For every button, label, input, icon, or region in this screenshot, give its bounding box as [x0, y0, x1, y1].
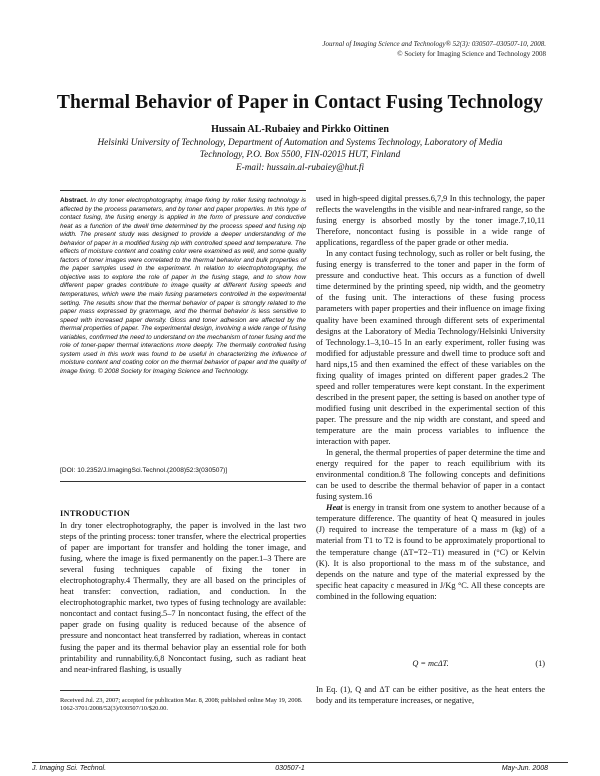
right-paragraph-4	[316, 502, 545, 601]
abstract	[60, 197, 306, 376]
journal-header	[322, 40, 546, 59]
right-paragraph-2: In any contact fusing technology, such as roller or belt fusing, the fusing energy is transferred to the toner and paper in the form of pressure and conductive heat. This occurs as a function of dwell time determined by the printing speed, nip width, and the geometry of the fusing unit. The interactions of these fusing process parameters with paper properties and their influence on image fixing quality have been examined through different sets of experimental designs at the Laboratory of Media Technology/Helsinki University of Technology.1–3,10–15 In an early experiment, roller fusing was modified for adjustable pressure and dwell time to produce soft and hard nips,15 and then examined the effect of these variables on the fixing quality of images printed on different paper grades.2 The speed and roller temperatures were kept constant. In the experiment described in the present paper, the setting is based on another type of modified fusing unit described in the experimental section of this paper. The pressure and the nip width are constant, and speed and temperature are the main process variables to influence the interaction with paper.	[316, 249, 545, 447]
footer-rule	[32, 762, 568, 763]
right-paragraph-3: In general, the thermal properties of paper determine the time and energy required for the paper to reach equilibrium with its environmental condition.8 The following concepts and definitions can be used to describe the thermal behavior of paper in a contact fusing system.16	[316, 448, 545, 502]
received-dates: Received Jul. 23, 2007; accepted for publication Mar. 8, 2008; published online May 19, 2008.	[60, 697, 303, 704]
equation-number: (1)	[535, 659, 545, 668]
author-affiliation	[90, 137, 510, 174]
abstract-text: In dry toner electrophotography, image fixing by roller fusing technology is affected by the process parameters, and by toner and paper properties. In this type of contact fusing, the fusing energy is applied in the form of pressure and conductive heat as a function of the dwell time determined by the process speed and fusing nip width. The present study was designed to provide a deeper understanding of the behavior of paper in a modified fusing nip with controlled speed and temperature. The effects of moisture content and coating color were examined as well, and some quality factors of toner images were correlated to the thermal behavior and bulk properties of the paper samples used in the experiment. In relation to electrophotography, the objective was to explore the role of paper in the fusing stage, and to show how different paper grades contribute to image quality at different fusing speeds and temperatures, which were the main fusing parameters controlled in the experimental setting. The results show that the thermal behavior of paper is strongly related to the paper mass expressed by grammage, and the thermal behavior is less sensitive to speed with increased paper density. Gloss and toner adhesion are affected by the thermal properties of paper. The experimental design, involving a wide range of fusing variables, confirmed the need to understand on the mechanism of toner fusing and the role of toner-paper thermal interactions more deeply. The thermally controlled fusing system used in this work was found to be useful in characterizing the influence of moisture content and coating color on the thermal behavior of paper and the quality of image fixing. © 2008 Society for Imaging Science and Technology.	[60, 197, 306, 375]
right-paragraph-5: In Eq. (1), Q and ΔT can be either positive, as the heat enters the body and its temperature increases, or negative,	[316, 685, 545, 706]
article-code: 1062-3701/2008/52(3)/030507/10/$20.00.	[60, 705, 168, 713]
introduction-text: In dry toner electrophotography, the paper is involved in the last two steps of the printing process: toner transfer, where the electrical properties of paper are important for transfer and holding the toner image, and fusing, where the image is fixed permanently on the paper.1–3 There are several fusing techniques capable of fixing the toner in electrophotography.4 Thermally, they are all based on the principles of heat transfer: convection, radiation, and conduction. In the electrophotographic market, two types of fusing technology are available: noncontact and contact fusing.5–7 In noncontact fusing, the effect of the paper grade on fusing quality is reduced because of the absence of pressure and noncontact heat transferred by radiation, whereas in contact fusing the paper and its thermal behavior play an essential role for both printability and runnability.6,8 Noncontact fusing, such as radiant heat and near-infrared flashing, is usually	[60, 521, 306, 674]
introduction-heading: INTRODUCTION	[60, 509, 130, 518]
abstract-bottom-rule	[60, 481, 306, 482]
journal-copyright: © Society for Imaging Science and Technology 2008	[397, 49, 546, 58]
affiliation-line-2: Technology, P.O. Box 5500, FIN-02015 HUT, Finland	[199, 150, 401, 161]
abstract-top-rule	[60, 190, 306, 191]
footer-journal: J. Imaging Sci. Technol.	[32, 765, 107, 772]
right-column	[316, 193, 545, 602]
paper-authors: Hussain AL-Rubaiey and Pirkko Oittinen	[211, 124, 389, 135]
paper-title: Thermal Behavior of Paper in Contact Fusing Technology	[56, 92, 544, 113]
right-paragraph-1: used in high-speed digital presses.6,7,9 In this technology, the paper reflects the wavelengths in the visible and near-infrared range, so the fusing energy is absorbed mostly by the toner image.7,10,11 Therefore, noncontact fusing is possible in a wide range of applications, regardless of the paper grade or other media.	[316, 194, 545, 248]
heat-term: Heat	[326, 503, 343, 513]
equation-expression: Q = mcΔT.	[412, 659, 449, 668]
journal-citation: Journal of Imaging Science and Technology® 52(3): 030507–030507-10, 2008.	[322, 40, 546, 48]
abstract-label: Abstract.	[60, 197, 88, 204]
footer-page-number: 030507-1	[275, 765, 305, 772]
author-email: E-mail: hussain.al-rubaiey@hut.fi	[235, 162, 365, 173]
footnote-rule	[60, 690, 120, 691]
heat-definition: is energy in transit from one system to another because of a temperature difference. The quantity of heat Q measured in joules (J) required to increase the temperature of a mass m (kg) of a material from T1 to T2 is found to be approximately proportional to the temperature change (ΔT=T2−T1) measured in (°C) or Kelvin (K). It is also proportional to the mass m of the substance, and depends on the nature and type of the material expressed by the specific heat capacity c measured in J/Kg °C. All these concepts are combined in the following equation:	[316, 503, 545, 601]
affiliation-line-1: Helsinki University of Technology, Department of Automation and Systems Technology, Laboratory of Media	[97, 138, 503, 148]
footnote	[60, 697, 306, 713]
doi-line: [DOI: 10.2352/J.ImagingSci.Technol.(2008)52:3(030507)]	[60, 467, 228, 474]
page-footer	[32, 765, 548, 772]
footer-date: May-Jun. 2008	[501, 765, 548, 772]
